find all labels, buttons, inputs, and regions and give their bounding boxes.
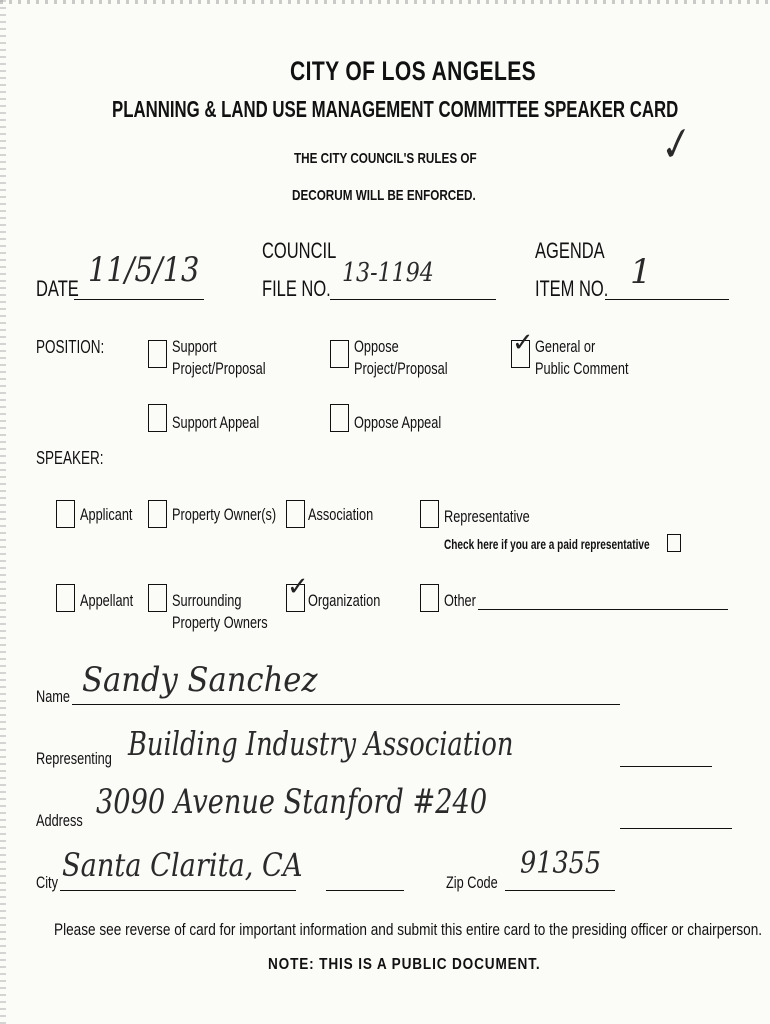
appellant-checkbox[interactable] (56, 584, 75, 612)
support-appeal-checkbox[interactable] (148, 404, 167, 432)
date-line (74, 299, 204, 300)
surrounding-label-1: Surrounding (172, 591, 242, 610)
address-label: Address (36, 811, 83, 830)
support-label-2: Project/Proposal (172, 359, 266, 378)
item-no-line (605, 299, 729, 300)
applicant-label: Applicant (80, 505, 133, 524)
applicant-checkbox[interactable] (56, 500, 75, 528)
property-owners-label: Property Owner(s) (172, 505, 277, 524)
organization-label: Organization (308, 591, 381, 610)
item-no-label: ITEM NO. (535, 276, 609, 301)
card-title: CITY OF LOS ANGELES (290, 56, 537, 86)
card-subtitle: PLANNING & LAND USE MANAGEMENT COMMITTEE SPEAKER CARD (112, 96, 679, 122)
general-label-1: General or (535, 337, 596, 356)
scan-edge-left (0, 0, 6, 1024)
organization-check-icon: ✓ (287, 572, 309, 602)
public-document-note: NOTE: THIS IS A PUBLIC DOCUMENT. (268, 956, 541, 973)
oppose-project-checkbox[interactable] (330, 340, 349, 368)
representative-checkbox[interactable] (420, 500, 439, 528)
association-label: Association (308, 505, 374, 524)
zip-line (505, 890, 615, 891)
support-appeal-label: Support Appeal (172, 413, 260, 432)
association-checkbox[interactable] (286, 500, 305, 528)
address-line (620, 828, 732, 829)
rules-line-1: THE CITY COUNCIL'S RULES OF (294, 150, 477, 167)
name-label: Name (36, 687, 71, 706)
city-label: City (36, 873, 58, 892)
surrounding-label-2: Property Owners (172, 613, 268, 632)
city-value[interactable]: Santa Clarita, CA (62, 846, 303, 884)
scan-edge-top (0, 0, 770, 4)
representative-label: Representative (444, 507, 530, 526)
appellant-label: Appellant (80, 591, 134, 610)
representing-label: Representing (36, 749, 112, 768)
zip-label: Zip Code (446, 873, 498, 892)
file-no-line (330, 299, 496, 300)
surrounding-owners-checkbox[interactable] (148, 584, 167, 612)
state-line (326, 890, 404, 891)
item-no-value[interactable]: 1 (630, 252, 652, 292)
agenda-label: AGENDA (535, 238, 605, 263)
position-label: POSITION: (36, 337, 105, 357)
oppose-appeal-label: Oppose Appeal (354, 413, 442, 432)
date-value[interactable]: 11/5/13 (88, 250, 200, 290)
oppose-appeal-checkbox[interactable] (330, 404, 349, 432)
support-label-1: Support (172, 337, 217, 356)
representing-value[interactable]: Building Industry Association (128, 724, 514, 763)
zip-value[interactable]: 91355 (520, 846, 602, 881)
other-label: Other (444, 591, 476, 610)
paid-representative-checkbox[interactable] (667, 534, 681, 552)
date-label: DATE (36, 276, 79, 301)
other-line (478, 609, 728, 610)
name-value[interactable]: Sandy Sanchez (82, 660, 318, 700)
instruction-text: Please see reverse of card for important information and submit this entire card to the presiding officer or chairperson. (54, 920, 763, 939)
oppose-label-2: Project/Proposal (354, 359, 448, 378)
paid-representative-note: Check here if you are a paid representative (444, 536, 650, 552)
general-check-icon: ✓ (512, 328, 534, 358)
property-owners-checkbox[interactable] (148, 500, 167, 528)
file-no-value[interactable]: 13-1194 (342, 258, 434, 288)
support-project-checkbox[interactable] (148, 340, 167, 368)
name-line (72, 704, 620, 705)
council-label: COUNCIL (262, 238, 337, 263)
other-checkbox[interactable] (420, 584, 439, 612)
general-label-2: Public Comment (535, 359, 629, 378)
representing-line (620, 766, 712, 767)
oppose-label-1: Oppose (354, 337, 399, 356)
file-no-label: FILE NO. (262, 276, 331, 301)
rules-line-2: DECORUM WILL BE ENFORCED. (292, 187, 476, 204)
address-value[interactable]: 3090 Avenue Stanford #240 (96, 782, 488, 822)
city-line (60, 890, 296, 891)
handwritten-mark: ✓ (650, 118, 698, 174)
speaker-label: SPEAKER: (36, 448, 104, 468)
